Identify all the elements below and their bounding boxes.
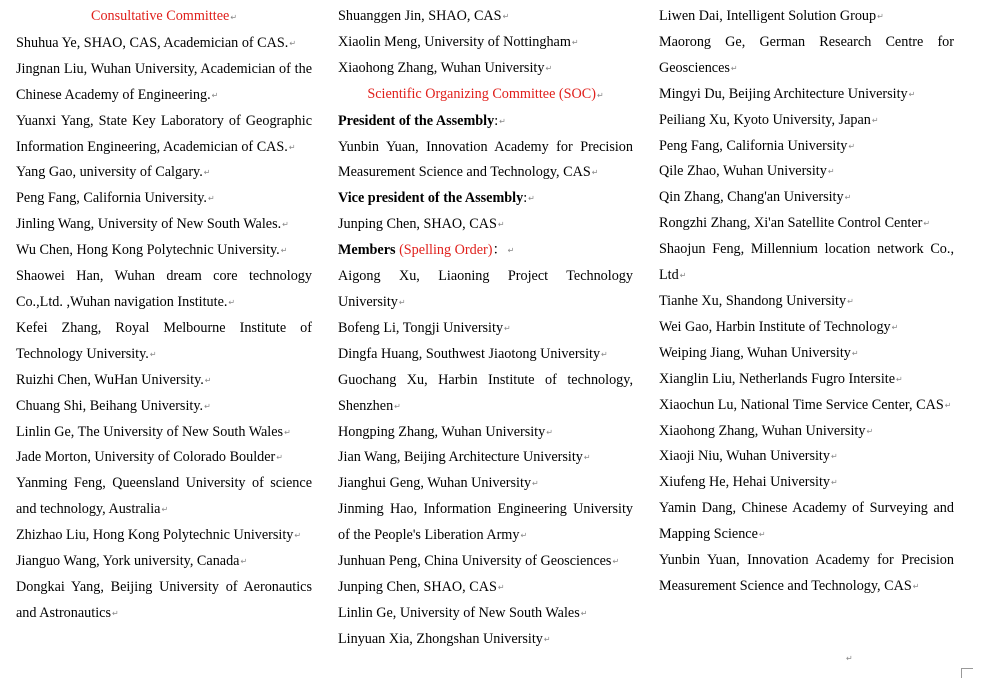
column-3 (659, 4, 954, 600)
member-entry: Aigong Xu, Liaoning Project Technology University ↵ (338, 264, 633, 316)
vice-label-line: Vice president of the Assembly: ↵ (338, 186, 633, 212)
member-entry: Peng Fang, California University ↵ (659, 134, 954, 160)
member-entry: Dongkai Yang, Beijing University of Aeronautics and Astronautics ↵ (16, 575, 312, 627)
president-label: President of the Assembly (338, 112, 495, 129)
member-entry: Qin Zhang, Chang'an University ↵ (659, 185, 954, 211)
member-entry: Shaowei Han, Wuhan dream core technology Co.,Ltd. ,Wuhan navigation Institute. ↵ (16, 264, 312, 316)
soc-member-list (338, 264, 633, 653)
member-entry: Qile Zhao, Wuhan University ↵ (659, 159, 954, 185)
member-entry: Mingyi Du, Beijing Architecture University ↵ (659, 82, 954, 108)
members-order-note: (Spelling Order) (399, 242, 493, 259)
president-label-line: President of the Assembly: ↵ (338, 109, 633, 135)
page-corner-mark (961, 668, 973, 669)
soc-member-list-continued (659, 4, 954, 600)
member-entry: Junping Chen, SHAO, CAS ↵ (338, 575, 633, 601)
member-entry: Jinling Wang, University of New South Wales. ↵ (16, 212, 312, 238)
member-entry: Linyuan Xia, Zhongshan University ↵ (338, 627, 633, 653)
member-entry: Xiufeng He, Hehai University ↵ (659, 470, 954, 496)
member-entry: Peiliang Xu, Kyoto University, Japan ↵ (659, 108, 954, 134)
member-entry: Shuhua Ye, SHAO, CAS, Academician of CAS. ↵ (16, 31, 312, 57)
member-entry: Guochang Xu, Harbin Institute of technology, Shenzhen ↵ (338, 368, 633, 420)
member-entry: Xiaohong Zhang, Wuhan University ↵ (659, 419, 954, 445)
member-entry: Liwen Dai, Intelligent Solution Group ↵ (659, 4, 954, 30)
member-entry: Xianglin Liu, Netherlands Fugro Intersite ↵ (659, 367, 954, 393)
member-entry: Jade Morton, University of Colorado Boulder ↵ (16, 445, 312, 471)
soc-heading: Scientific Organizing Committee (SOC) ↵ (338, 82, 633, 109)
consultative-committee-heading: Consultative Committee ↵ (16, 4, 312, 31)
vice-president-name: Junping Chen, SHAO, CAS ↵ (338, 212, 633, 238)
consultative-member-list-continued (338, 4, 633, 82)
member-entry: Yuanxi Yang, State Key Laboratory of Geographic Information Engineering, Academician of CAS. ↵ (16, 109, 312, 161)
member-entry: Linlin Ge, The University of New South Wales ↵ (16, 420, 312, 446)
member-entry: Chuang Shi, Beihang University. ↵ (16, 394, 312, 420)
member-entry: Maorong Ge, German Research Centre for Geosciences ↵ (659, 30, 954, 82)
member-entry: Ruizhi Chen, WuHan University. ↵ (16, 368, 312, 394)
member-entry: Shuanggen Jin, SHAO, CAS ↵ (338, 4, 633, 30)
member-entry: Linlin Ge, University of New South Wales ↵ (338, 601, 633, 627)
member-entry: Bofeng Li, Tongji University ↵ (338, 316, 633, 342)
member-entry: Yang Gao, university of Calgary. ↵ (16, 160, 312, 186)
member-entry: Shaojun Feng, Millennium location network Co., Ltd ↵ (659, 237, 954, 289)
member-entry: Xiaoji Niu, Wuhan University ↵ (659, 444, 954, 470)
member-entry: Zhizhao Liu, Hong Kong Polytechnic University ↵ (16, 523, 312, 549)
member-entry: Tianhe Xu, Shandong University ↵ (659, 289, 954, 315)
member-entry: Yunbin Yuan, Innovation Academy for Precision Measurement Science and Technology, CAS ↵ (659, 548, 954, 600)
vice-president-label: Vice president of the Assembly (338, 190, 524, 207)
page-corner-mark-vertical (961, 668, 962, 678)
column-2 (338, 4, 633, 653)
member-entry: Jingnan Liu, Wuhan University, Academician of the Chinese Academy of Engineering. ↵ (16, 57, 312, 109)
member-entry: Xiaohong Zhang, Wuhan University ↵ (338, 56, 633, 82)
member-entry: Peng Fang, California University. ↵ (16, 186, 312, 212)
member-entry: Xiaochun Lu, National Time Service Center, CAS ↵ (659, 393, 954, 419)
member-entry: Hongping Zhang, Wuhan University ↵ (338, 420, 633, 446)
member-entry: Rongzhi Zhang, Xi'an Satellite Control Center ↵ (659, 211, 954, 237)
member-entry: Wei Gao, Harbin Institute of Technology ↵ (659, 315, 954, 341)
president-name: Yunbin Yuan, Innovation Academy for Precision Measurement Science and Technology, CAS ↵ (338, 135, 633, 187)
member-entry: Junhuan Peng, China University of Geosciences ↵ (338, 549, 633, 575)
paragraph-mark-icon: ↵ (846, 654, 853, 663)
member-entry: Jianguo Wang, York university, Canada ↵ (16, 549, 312, 575)
member-entry: Jian Wang, Beijing Architecture University ↵ (338, 445, 633, 471)
member-entry: Yamin Dang, Chinese Academy of Surveying and Mapping Science ↵ (659, 496, 954, 548)
consultative-member-list (16, 31, 312, 627)
member-entry: Kefei Zhang, Royal Melbourne Institute of Technology University. ↵ (16, 316, 312, 368)
member-entry: Weiping Jiang, Wuhan University ↵ (659, 341, 954, 367)
member-entry: Jianghui Geng, Wuhan University ↵ (338, 471, 633, 497)
member-entry: Wu Chen, Hong Kong Polytechnic University. ↵ (16, 238, 312, 264)
members-label: Members (338, 242, 396, 259)
members-label-line: Members (Spelling Order)： ↵ (338, 238, 633, 264)
column-1 (16, 4, 312, 627)
member-entry: Jinming Hao, Information Engineering University of the People's Liberation Army ↵ (338, 497, 633, 549)
member-entry: Xiaolin Meng, University of Nottingham ↵ (338, 30, 633, 56)
member-entry: Dingfa Huang, Southwest Jiaotong University ↵ (338, 342, 633, 368)
member-entry: Yanming Feng, Queensland University of science and technology, Australia ↵ (16, 471, 312, 523)
